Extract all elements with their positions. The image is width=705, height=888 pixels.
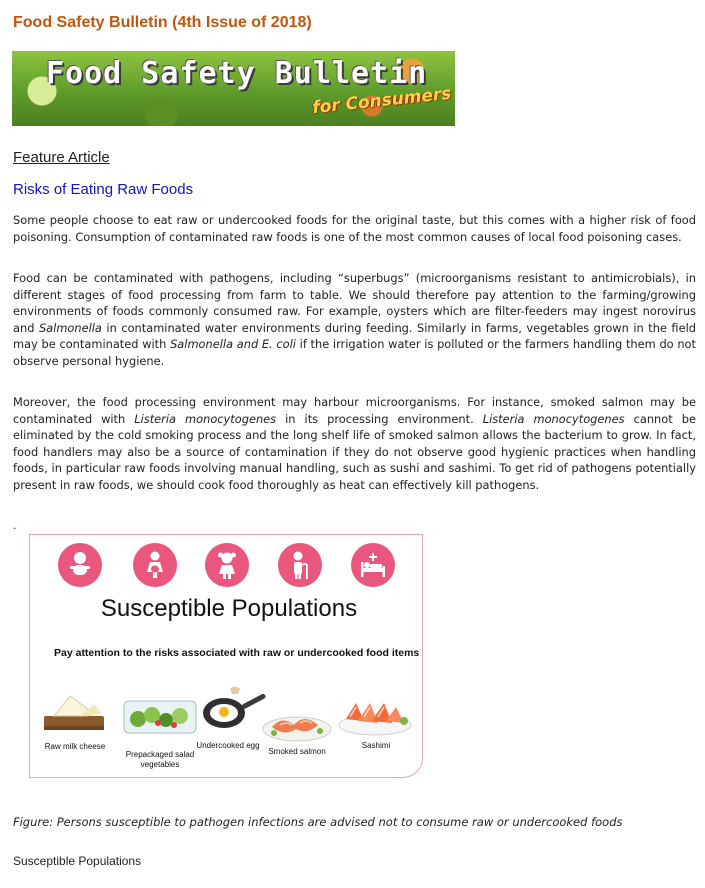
paragraph-italic-term: Listeria monocytogenes <box>482 411 625 426</box>
pregnant-woman-icon <box>133 543 177 587</box>
paragraph-italic-term: Listeria monocytogenes <box>134 411 277 426</box>
paragraph-text: cannot be eliminated by the cold smoking process and the long shelf life of smoked salmon allows the bacterium to grow. In fact, food handlers may also be a source of contamination if they do not observe good hygienic practices when handling foods, in particular raw foods involving manual handling, such as sushi and sashimi. To get rid of pathogens potentially present in raw foods, we should cook food thoroughly as heat can effectively kill pathogens. <box>13 411 696 492</box>
bulletin-banner-image <box>12 51 455 126</box>
paragraph-italic-term: Salmonella <box>38 320 102 335</box>
stray-dot: . <box>13 519 17 532</box>
prepackaged-salad-image <box>120 695 200 737</box>
paragraph-text: Moreover, the food processing environment may harbour microorganisms. For instance, smoked salmon may be contaminated with <box>13 395 696 426</box>
paragraph-intro: Some people choose to eat raw or undercooked foods for the original taste, but this comes with a higher risk of food poisoning. Consumption of contaminated raw foods is one of the most common causes of local food poisoning cases. <box>13 213 696 244</box>
feature-article-heading: Feature Article <box>13 149 110 166</box>
raw-milk-cheese-image <box>40 690 110 735</box>
figure-caption: Figure: Persons susceptible to pathogen infections are advised not to consume raw or undercooked foods <box>13 815 623 829</box>
hospital-patient-icon <box>351 543 395 587</box>
food-label-undercooked-egg: Undercooked egg <box>196 741 260 750</box>
food-label-smoked-salmon: Smoked salmon <box>268 747 326 756</box>
food-label-raw-milk-cheese: Raw milk cheese <box>44 742 106 751</box>
infographic-title: Susceptible Populations <box>100 595 358 622</box>
banner-title: Food Safety Bulletin <box>46 56 428 91</box>
issue-title: Food Safety Bulletin (4th Issue of 2018) <box>13 14 312 31</box>
infographic-subtitle: Pay attention to the risks associated with raw or undercooked food items <box>54 647 420 659</box>
section-heading-susceptible-populations: Susceptible Populations <box>13 854 142 868</box>
sashimi-image <box>336 695 414 739</box>
elderly-person-icon <box>278 543 322 587</box>
paragraph-text: in contaminated water environments during feeding. Similarly in farms, vegetables grown in the field may be contaminated with <box>13 320 696 352</box>
paragraph-text: Food can be contaminated with pathogens, including “superbugs” (microorganisms resistant to antimicrobials), in different stages of food processing from farm to table. We should therefore pay attention to the farming/growing environments of foods commonly consumed raw. For example, oysters which are filter-feeders may ingest norovirus and <box>13 271 696 335</box>
paragraph-text: in its processing environment. <box>276 411 483 426</box>
susceptible-populations-infographic <box>29 534 423 778</box>
paragraph-italic-term: Salmonella and E. coli <box>170 337 296 352</box>
baby-icon <box>58 543 102 587</box>
smoked-salmon-image <box>260 703 335 745</box>
paragraph-contamination <box>13 270 696 370</box>
paragraph-text: if the irrigation water is polluted or the farmers handling them do not observe personal hygiene. <box>13 337 696 368</box>
banner-subtitle: for Consumers <box>311 83 453 119</box>
child-icon <box>205 543 249 587</box>
paragraph-processing <box>13 394 696 494</box>
food-label-sashimi: Sashimi <box>361 741 391 750</box>
food-label-prepackaged-salad: Prepackaged salad vegetables <box>125 750 195 769</box>
article-title: Risks of Eating Raw Foods <box>13 181 194 198</box>
